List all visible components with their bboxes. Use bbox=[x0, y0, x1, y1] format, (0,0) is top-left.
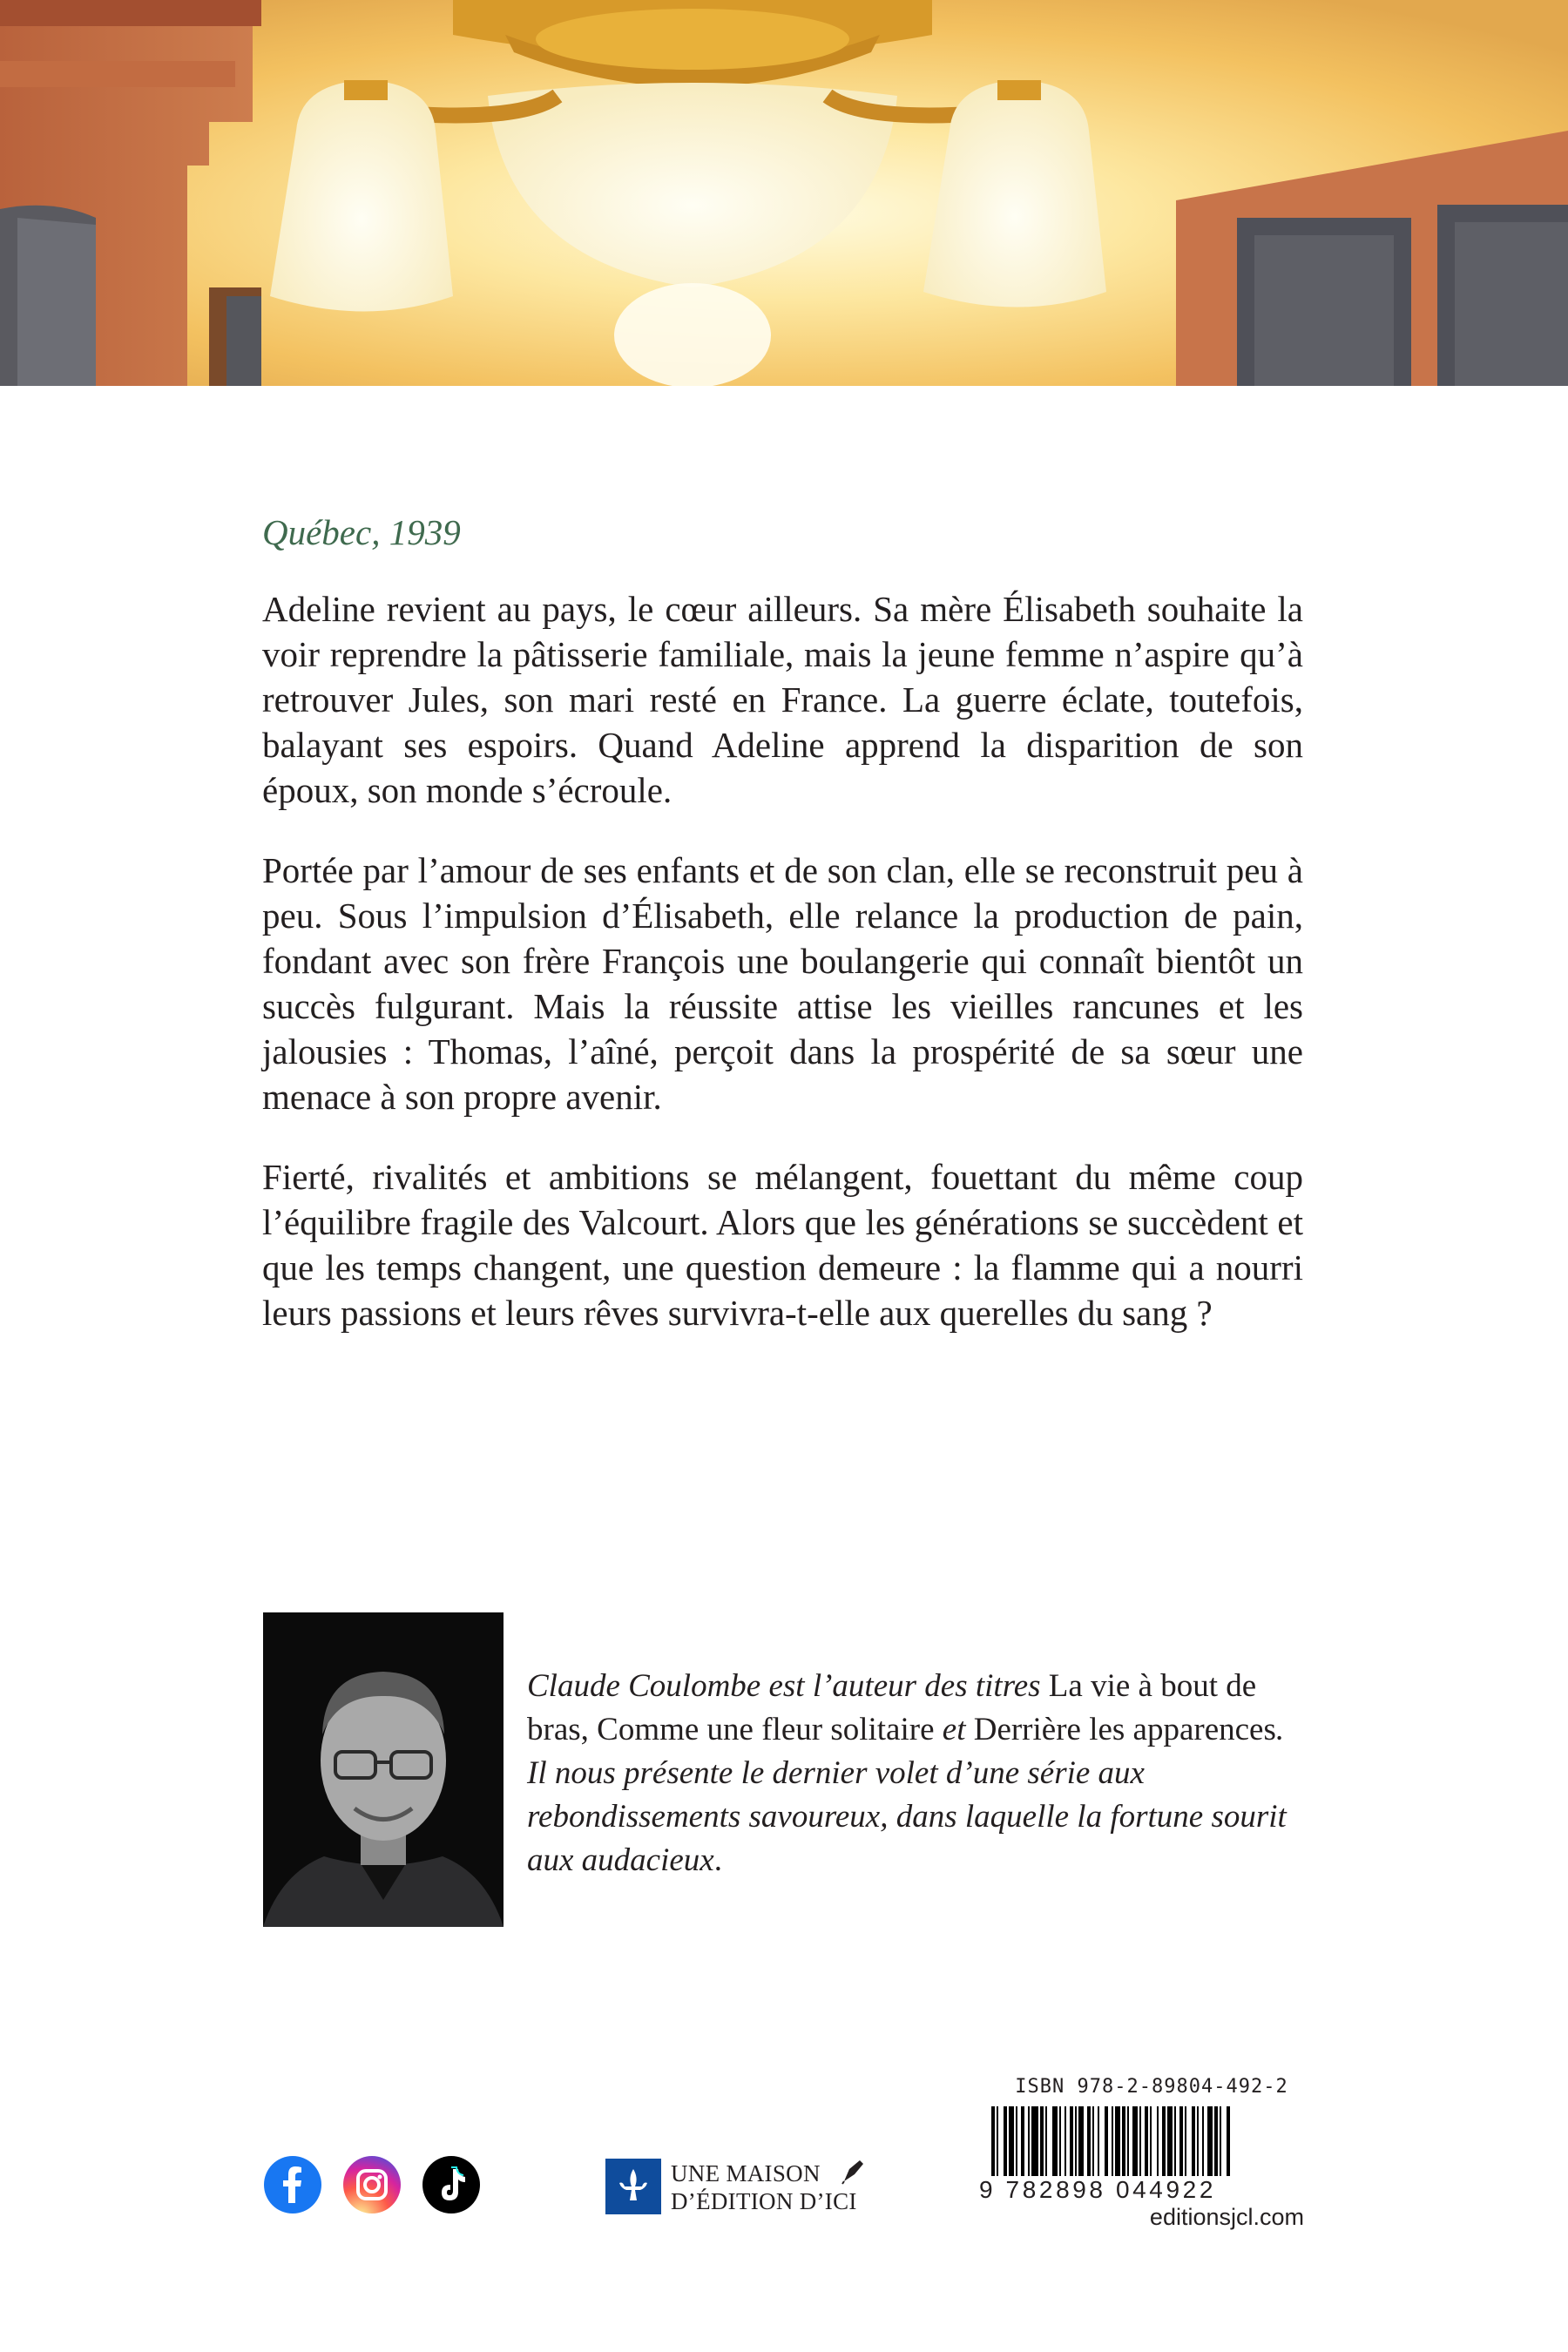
barcode-bar bbox=[1197, 2106, 1199, 2176]
barcode-bar bbox=[1052, 2106, 1058, 2176]
bio-segment: Claude Coulombe est l’auteur des titres bbox=[527, 1668, 1049, 1704]
isbn-number: ISBN 978-2-89804-492-2 bbox=[1015, 2076, 1288, 2098]
barcode-bar bbox=[1207, 2106, 1213, 2176]
bio-segment: La vie à bout de bras, Comme une fleur solitaire bbox=[527, 1668, 1257, 1747]
facebook-icon[interactable] bbox=[264, 2156, 321, 2213]
summary-paragraph-3: Fierté, rivalités et ambitions se mélangent, fouettant du même coup l’équilibre fragile des Valcourt. Alors que les générations se succèdent et que les temps changent, une question demeure : la flamme qui a nourri leurs passions et leurs rêves survivra-t-elle aux querelles du sang ? bbox=[262, 1157, 1303, 1333]
place-date-subtitle: Québec, 1939 bbox=[262, 512, 461, 552]
cover-illustration bbox=[0, 0, 1568, 386]
author-bio bbox=[527, 1665, 1301, 1882]
barcode-bar bbox=[1059, 2106, 1061, 2176]
barcode-bar bbox=[1004, 2106, 1007, 2176]
barcode-bar bbox=[1162, 2106, 1166, 2176]
barcode-bar bbox=[1092, 2106, 1094, 2176]
bio-segment: Derrière les apparences bbox=[973, 1712, 1276, 1747]
tiktok-icon[interactable] bbox=[422, 2156, 480, 2213]
barcode-bar bbox=[1185, 2106, 1186, 2176]
barcode-bar bbox=[1214, 2106, 1218, 2176]
author-photo bbox=[263, 1612, 504, 1927]
barcode-bar bbox=[1016, 2106, 1017, 2176]
barcode-bar bbox=[1150, 2106, 1152, 2176]
barcode-bar bbox=[1192, 2106, 1195, 2176]
barcode-bar bbox=[1112, 2106, 1113, 2176]
barcode-bar bbox=[1167, 2106, 1173, 2176]
barcode-bar bbox=[1075, 2106, 1077, 2176]
barcode-bar bbox=[1009, 2106, 1014, 2176]
barcode-bar bbox=[1064, 2106, 1066, 2176]
barcode-bar bbox=[1098, 2106, 1099, 2176]
barcode-bar bbox=[1087, 2106, 1091, 2176]
barcode-bar bbox=[1179, 2106, 1183, 2176]
barcode-bar bbox=[1127, 2106, 1129, 2176]
barcode-bar bbox=[1021, 2106, 1024, 2176]
barcode-bar bbox=[1145, 2106, 1148, 2176]
bio-segment: et bbox=[934, 1712, 974, 1747]
barcode-bar bbox=[1078, 2106, 1084, 2176]
pen-nib-icon bbox=[841, 2159, 865, 2185]
barcode-bar bbox=[1174, 2106, 1176, 2176]
barcode-bar bbox=[1105, 2106, 1108, 2176]
barcode-bar bbox=[1139, 2106, 1141, 2176]
barcode-bar bbox=[1202, 2106, 1204, 2176]
barcode-bar bbox=[1028, 2106, 1030, 2176]
fleur-de-lis-icon bbox=[605, 2159, 661, 2214]
barcode-bar bbox=[1070, 2106, 1073, 2176]
barcode-bar bbox=[1157, 2106, 1159, 2176]
barcode-bar bbox=[1031, 2106, 1038, 2176]
summary-paragraph-1: Adeline revient au pays, le cœur ailleurs. Sa mère Élisabeth souhaite la voir reprendre la pâtisserie familiale, mais la jeune femme n’aspire qu’à retrouver Jules, son mari resté en France. La guerre éclate, toutefois, balayant ses espoirs. Quand Adeline apprend la disparition de son époux, son monde s’écroule. bbox=[262, 589, 1303, 810]
barcode-bar bbox=[1040, 2106, 1044, 2176]
chandelier-illustration bbox=[0, 0, 1568, 386]
barcode-bar bbox=[1132, 2106, 1138, 2176]
bio-segment: . bbox=[713, 1842, 722, 1878]
publisher-line-1: UNE MAISON bbox=[671, 2160, 821, 2186]
back-cover-text bbox=[262, 510, 1303, 1370]
publisher-website-link[interactable]: editionsjcl.com bbox=[1149, 2204, 1304, 2230]
instagram-icon[interactable] bbox=[343, 2156, 401, 2213]
barcode-digits: 9 782898 044922 bbox=[979, 2176, 1310, 2204]
publisher-line-2: D’ÉDITION D’ICI bbox=[671, 2188, 857, 2214]
barcode-bar bbox=[1045, 2106, 1047, 2176]
bio-segment: . Il nous présente le dernier volet d’une série aux rebondissements savoureux, dans laquelle la fortune sourit aux audacieux bbox=[527, 1712, 1287, 1878]
summary-paragraph-2: Portée par l’amour de ses enfants et de son clan, elle se reconstruit peu à peu. Sous l’impulsion d’Élisabeth, elle relance la production de pain, fondant avec son frère François une boulangerie qui connaît bientôt un succès fulgurant. Mais la réussite attise les vieilles rancunes et les jalousies : Thomas, l’aîné, perçoit dans la prospérité de sa sœur une menace à son propre avenir. bbox=[262, 850, 1303, 1117]
